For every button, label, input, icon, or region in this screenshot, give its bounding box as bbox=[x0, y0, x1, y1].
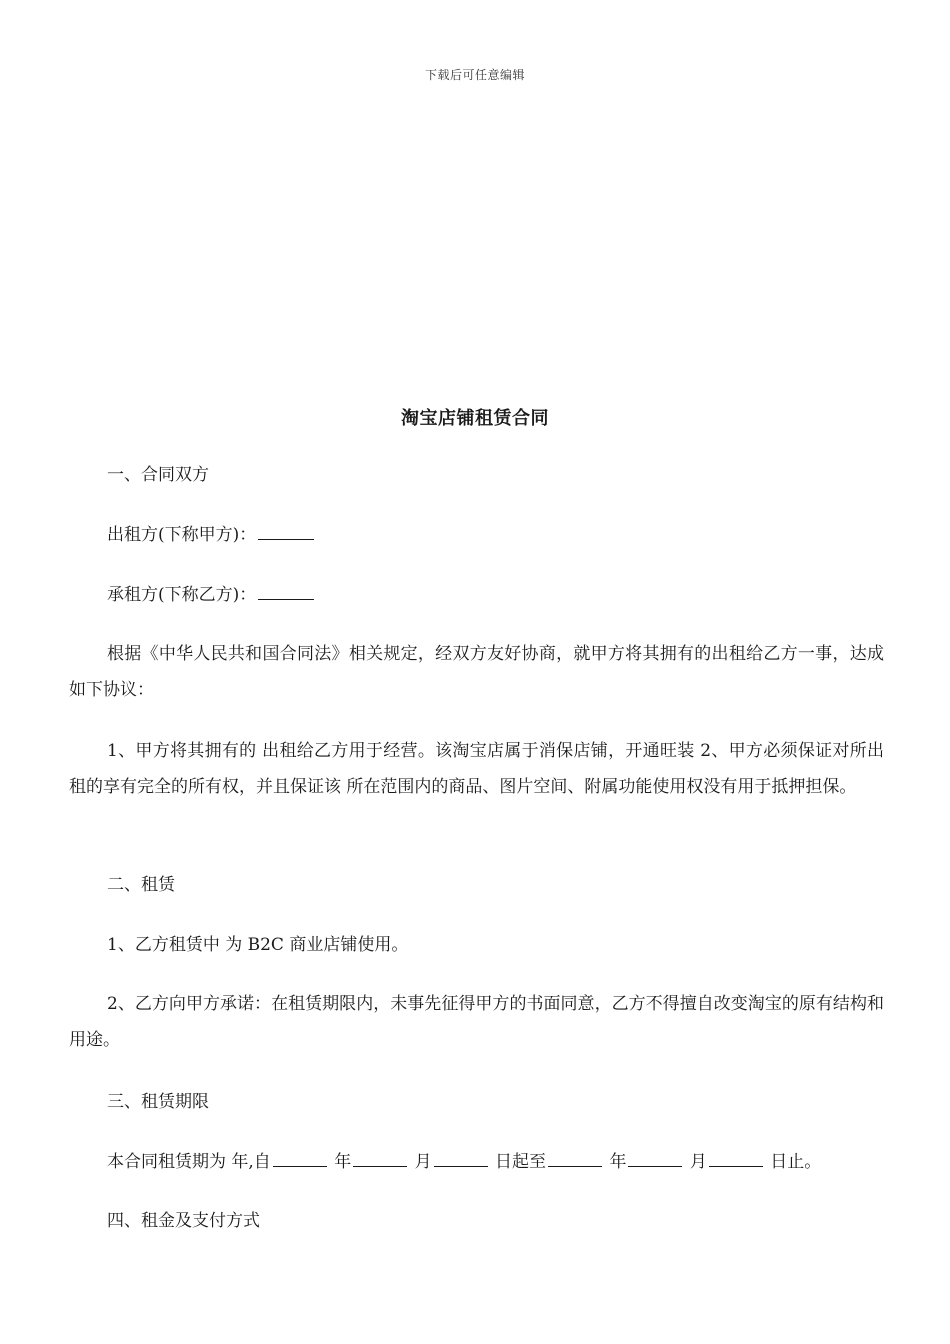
term-start-year-blank bbox=[273, 1146, 327, 1167]
lessor-blank bbox=[258, 519, 314, 540]
term-year-2: 年 bbox=[609, 1152, 627, 1172]
lessee-blank bbox=[258, 579, 314, 600]
document-title: 淘宝店铺租赁合同 bbox=[401, 408, 549, 429]
term-end: 日止。 bbox=[770, 1152, 822, 1172]
term-start-day-blank bbox=[434, 1146, 488, 1167]
term-month-2: 月 bbox=[689, 1152, 707, 1172]
section-heading-lease: 二、租赁 bbox=[107, 875, 175, 895]
lessee-label: 承租方(下称乙方)： bbox=[107, 585, 257, 605]
term-day-1: 日起至 bbox=[495, 1152, 547, 1172]
term-month-1: 月 bbox=[414, 1152, 432, 1172]
term-line bbox=[69, 1144, 922, 1180]
clause-1-1: 1、甲方将其拥有的 出租给乙方用于经营。该淘宝店属于消保店铺，开通旺装 2、甲方必须保证对所出租的享有完全的所有权，并且保证该 所在范围内的商品、图片空间、附属功能使用权没有用于抵押担保。 bbox=[69, 741, 884, 797]
term-prefix: 本合同租赁期为 年,自 bbox=[107, 1152, 271, 1172]
section-heading-parties: 一、合同双方 bbox=[107, 465, 209, 485]
term-end-year-blank bbox=[548, 1146, 602, 1167]
lessor-label: 出租方(下称甲方)： bbox=[107, 525, 257, 545]
header-note: 下载后可任意编辑 bbox=[424, 68, 525, 82]
preamble-paragraph: 根据《中华人民共和国合同法》相关规定，经双方友好协商，就甲方将其拥有的出租给乙方一事，达成如下协议： bbox=[69, 644, 884, 700]
term-end-day-blank bbox=[709, 1146, 763, 1167]
term-end-month-blank bbox=[628, 1146, 682, 1167]
term-start-month-blank bbox=[353, 1146, 407, 1167]
section-heading-rent: 四、租金及支付方式 bbox=[107, 1211, 260, 1231]
clause-2-2: 2、乙方向甲方承诺：在租赁期限内，未事先征得甲方的书面同意，乙方不得擅自改变淘宝的原有结构和用途。 bbox=[69, 994, 884, 1050]
lessor-line bbox=[69, 517, 922, 553]
clause-2-1: 1、乙方租赁中 为 B2C 商业店铺使用。 bbox=[107, 935, 409, 955]
term-year-1: 年 bbox=[334, 1152, 352, 1172]
section-heading-term: 三、租赁期限 bbox=[107, 1092, 209, 1112]
lessee-line bbox=[69, 577, 922, 613]
